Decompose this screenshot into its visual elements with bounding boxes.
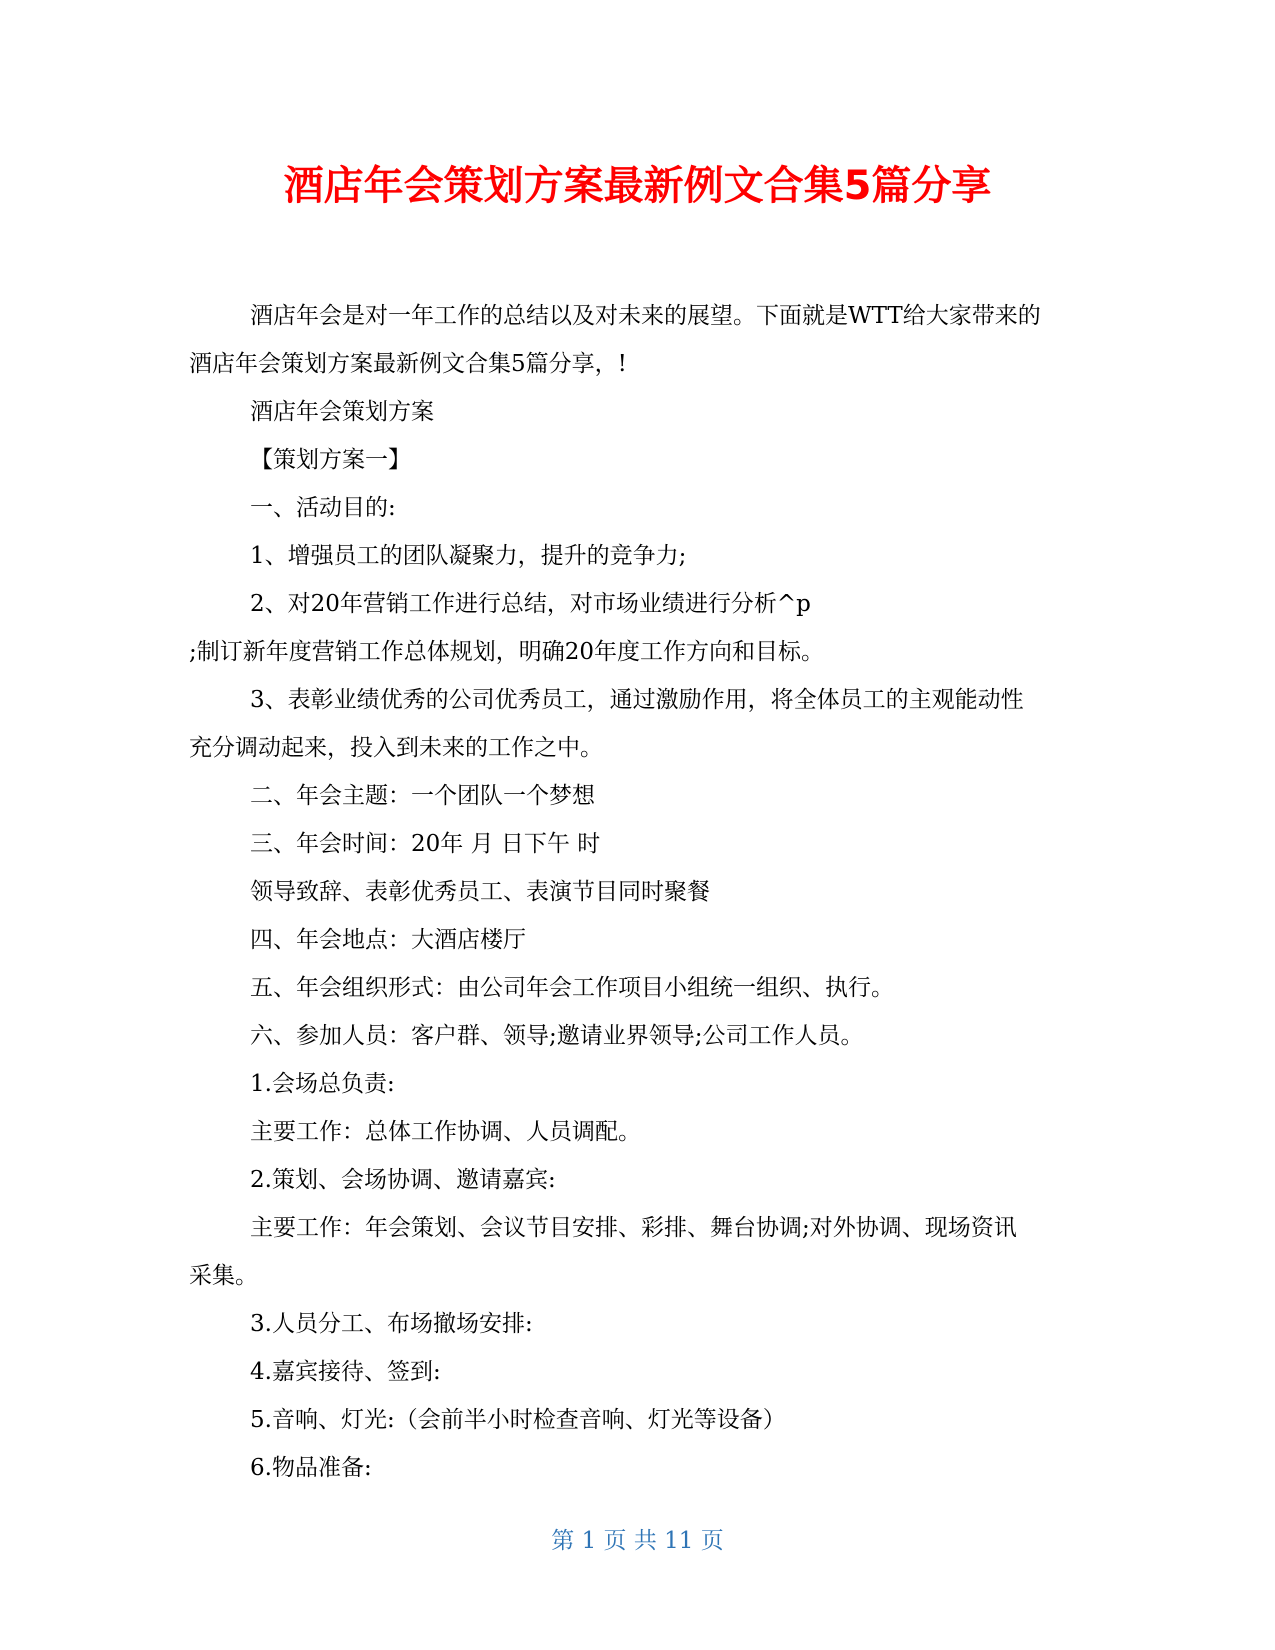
body-line: 【策划方案一】: [250, 447, 411, 473]
body-line: 2、对20年营销工作进行总结，对市场业绩进行分析^p: [250, 591, 811, 617]
body-line: 1.会场总负责:: [250, 1071, 395, 1097]
body-line: 4.嘉宾接待、签到:: [250, 1359, 441, 1385]
body-line: 采集。: [189, 1263, 258, 1289]
page-footer: 第 1 页 共 11 页: [551, 1528, 724, 1554]
body-line: 2.策划、会场协调、邀请嘉宾:: [250, 1167, 556, 1193]
body-line: 酒店年会是对一年工作的总结以及对未来的展望。下面就是WTT给大家带来的: [250, 303, 1041, 329]
body-line: 一、活动目的:: [250, 495, 396, 521]
body-line: 充分调动起来，投入到未来的工作之中。: [189, 735, 603, 761]
body-line: 3、表彰业绩优秀的公司优秀员工，通过激励作用，将全体员工的主观能动性: [250, 687, 1024, 713]
body-line: 四、年会地点：大酒店楼厅: [250, 927, 526, 953]
body-line: 3.人员分工、布场撤场安排:: [250, 1311, 533, 1337]
body-line: 主要工作：总体工作协调、人员调配。: [250, 1119, 641, 1145]
body-line: 六、参加人员：客户群、领导;邀请业界领导;公司工作人员。: [250, 1023, 864, 1049]
body-line: 酒店年会策划方案最新例文合集5篇分享，!: [189, 351, 627, 377]
body-line: 三、年会时间：20年 月 日下午 时: [250, 831, 601, 857]
body-line: 6.物品准备:: [250, 1455, 372, 1481]
body-line: 五、年会组织形式：由公司年会工作项目小组统一组织、执行。: [250, 975, 894, 1001]
document-title: 酒店年会策划方案最新例文合集5篇分享: [283, 163, 992, 209]
body-line: 主要工作：年会策划、会议节目安排、彩排、舞台协调;对外协调、现场资讯: [250, 1215, 1017, 1241]
body-line: ;制订新年度营销工作总体规划，明确20年度工作方向和目标。: [189, 639, 825, 665]
body-line: 领导致辞、表彰优秀员工、表演节目同时聚餐: [250, 879, 710, 905]
body-line: 5.音响、灯光:（会前半小时检查音响、灯光等设备）: [250, 1407, 786, 1433]
body-line: 二、年会主题：一个团队一个梦想: [250, 783, 595, 809]
body-line: 1、增强员工的团队凝聚力，提升的竞争力;: [250, 543, 687, 569]
body-line: 酒店年会策划方案: [250, 399, 434, 425]
document-body: [189, 292, 1089, 1492]
